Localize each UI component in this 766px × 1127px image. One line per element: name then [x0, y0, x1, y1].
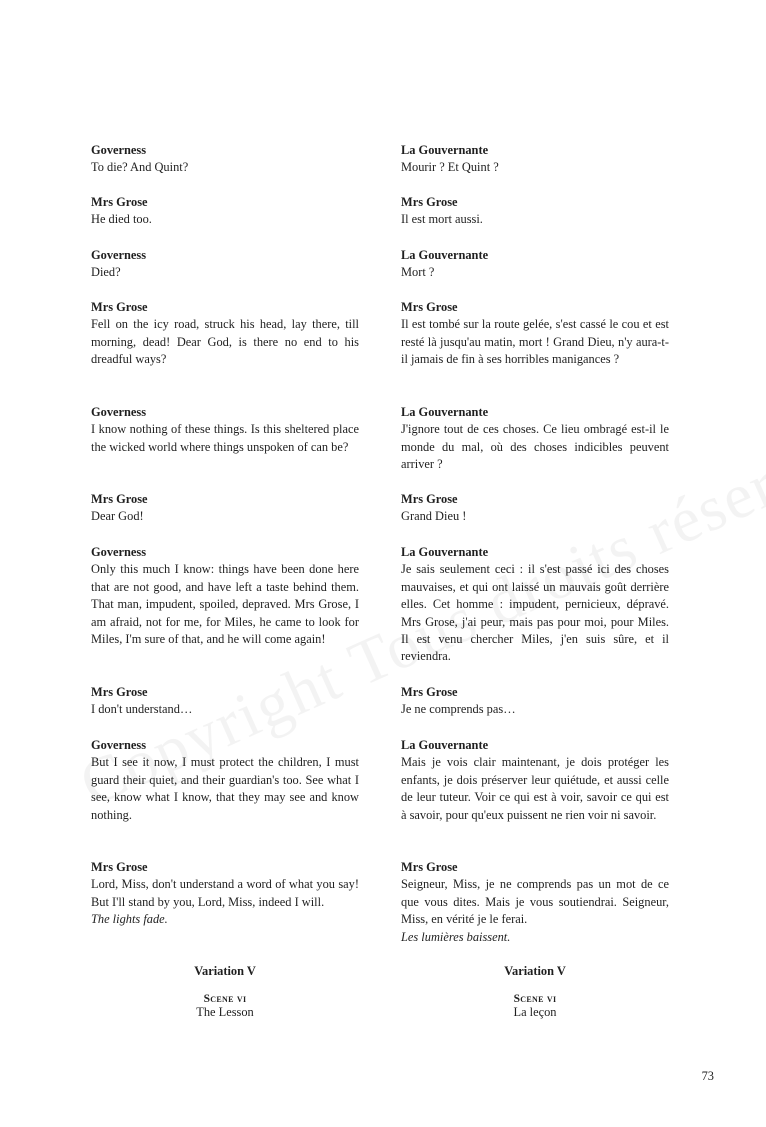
variation-title: Variation V — [504, 964, 566, 978]
dialogue-text: Only this much I know: things have been done here that are not good, and have left a taste behind them. That man, impudent, spoiled, depraved. Mrs Grose, I am afraid, not for me, for Miles, he came to look for Miles, I'm sure of that, and he will come again! — [91, 562, 359, 647]
scene-heading — [91, 964, 359, 1020]
dialogue-text: I don't understand… — [91, 702, 193, 717]
speaker-name: Governess — [91, 143, 147, 157]
dialogue-text: Mort ? — [401, 265, 435, 280]
dialogue-block — [401, 544, 669, 666]
dialogue-text: Lord, Miss, don't understand a word of what you say! But I'll stand by you, Lord, Miss, indeed I will. — [91, 877, 359, 909]
dialogue-block — [401, 737, 669, 824]
dialogue-block — [401, 859, 669, 946]
dialogue-text: Dear God! — [91, 509, 144, 524]
dialogue-block — [91, 299, 359, 369]
speaker-name: Mrs Grose — [401, 300, 458, 314]
variation-title: Variation V — [194, 964, 256, 978]
dialogue-text: But I see it now, I must protect the children, I must guard their quiet, and their guardian's too. See what I see, know what I know, that they may see and know nothing. — [91, 755, 359, 822]
dialogue-block — [91, 859, 359, 929]
page-number: 73 — [701, 1069, 714, 1083]
speaker-name: La Gouvernante — [401, 738, 489, 752]
dialogue-block — [401, 684, 669, 719]
dialogue-text: Grand Dieu ! — [401, 509, 467, 524]
speaker-name: Mrs Grose — [401, 195, 458, 209]
dialogue-text: To die? And Quint? — [91, 160, 189, 175]
speaker-name: Governess — [91, 405, 147, 419]
dialogue-block — [401, 142, 669, 177]
dialogue-text: Mais je vois clair maintenant, je dois protéger les enfants, je dois préserver leur quiétude, et aussi celle de leur tuteur. Voir ce qui est à voir, savoir ce qui est à savoir, pour qu'eux puissent ne rien voir ni savoir. — [401, 755, 669, 822]
speaker-name: Mrs Grose — [401, 860, 458, 874]
scene-heading — [401, 964, 669, 1020]
dialogue-block — [401, 194, 669, 229]
speaker-name: Mrs Grose — [401, 492, 458, 506]
speaker-name: Mrs Grose — [91, 492, 148, 506]
dialogue-text: Il est tombé sur la route gelée, s'est cassé le cou et est resté là jusqu'au matin, mort ! Grand Dieu, n'y aura-t-il jamais de fin à ses horribles manigances ? — [401, 317, 669, 367]
scene-title: The Lesson — [196, 1005, 254, 1019]
dialogue-text: J'ignore tout de ces choses. Ce lieu ombragé est-il le monde du mal, où des choses indicibles peuvent arriver ? — [401, 422, 669, 472]
dialogue-block — [91, 737, 359, 824]
dialogue-block — [91, 684, 359, 719]
speaker-name: La Gouvernante — [401, 248, 489, 262]
speaker-name: La Gouvernante — [401, 405, 489, 419]
dialogue-block — [91, 491, 359, 526]
speaker-name: Mrs Grose — [91, 300, 148, 314]
scene-number-label: Scene vi — [203, 993, 247, 1005]
stage-direction: The lights fade. — [91, 912, 168, 927]
dialogue-text: Je ne comprends pas… — [401, 702, 516, 717]
dialogue-block — [401, 247, 669, 282]
dialogue-block — [91, 544, 359, 648]
speaker-name: Mrs Grose — [91, 195, 148, 209]
dialogue-block — [401, 404, 669, 474]
speaker-name: Governess — [91, 738, 147, 752]
stage-direction: Les lumières baissent. — [401, 929, 511, 944]
speaker-name: Governess — [91, 545, 147, 559]
speaker-name: La Gouvernante — [401, 143, 489, 157]
dialogue-text: Mourir ? Et Quint ? — [401, 160, 499, 175]
scene-number — [401, 993, 669, 1005]
dialogue-text: Fell on the icy road, struck his head, lay there, till morning, dead! Dear God, is there no end to his dreadful ways? — [91, 317, 359, 367]
scene-number-label: Scene vi — [513, 993, 557, 1005]
scene-number — [91, 993, 359, 1005]
speaker-name: Mrs Grose — [91, 685, 148, 699]
dialogue-block — [91, 142, 359, 177]
dialogue-text: Je sais seulement ceci : il s'est passé ici des choses mauvaises, et qui ont laissé un mauvais goût derrière elles. Cet homme : impudent, pernicieux, dépravé. Mrs Grose, j'ai peur, mais pas pour moi, pour Miles. Il est venu chercher Miles, j'en suis sûre, et il reviendra. — [401, 562, 669, 664]
speaker-name: Mrs Grose — [91, 860, 148, 874]
speaker-name: Governess — [91, 248, 147, 262]
dialogue-text: Seigneur, Miss, je ne comprends pas un mot de ce que vous dites. Mais je vous soutiendrai. Seigneur, Miss, en vérité je le ferai. — [401, 877, 669, 927]
speaker-name: Mrs Grose — [401, 685, 458, 699]
speaker-name: La Gouvernante — [401, 545, 489, 559]
dialogue-text: He died too. — [91, 212, 152, 227]
dialogue-block — [401, 491, 669, 526]
dialogue-text: Il est mort aussi. — [401, 212, 483, 227]
dialogue-block — [91, 247, 359, 282]
dialogue-block — [91, 194, 359, 229]
dialogue-block — [91, 404, 359, 456]
dialogue-text: I know nothing of these things. Is this sheltered place the wicked world where things unspoken of can be? — [91, 422, 359, 454]
scene-title: La leçon — [513, 1005, 557, 1019]
dialogue-text: Died? — [91, 265, 121, 280]
dialogue-block — [401, 299, 669, 369]
